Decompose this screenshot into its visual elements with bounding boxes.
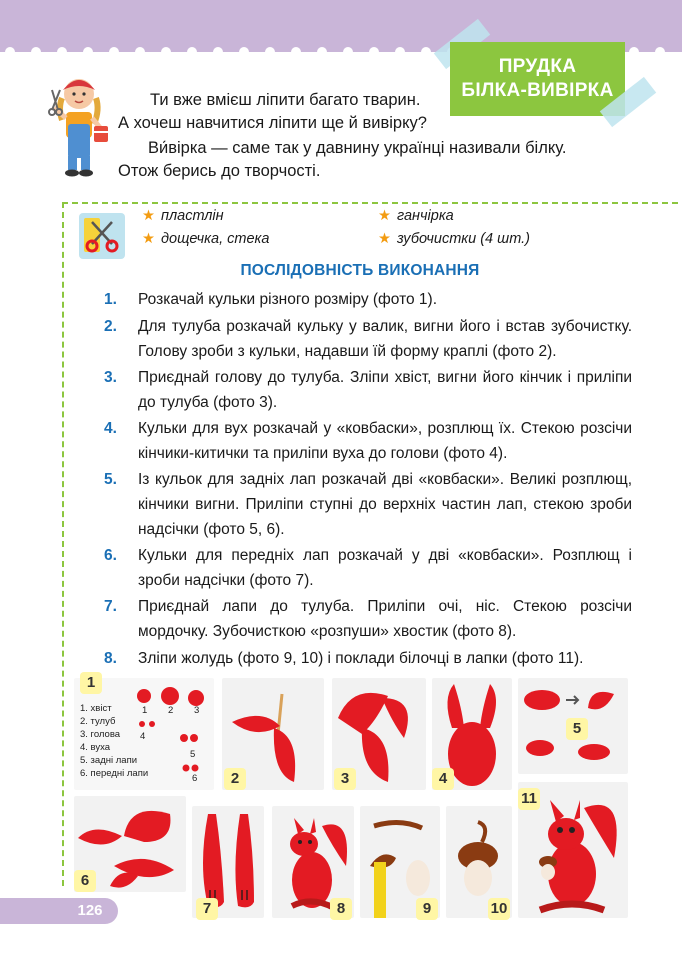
ball-number: 6: [192, 773, 198, 784]
star-icon: ★: [378, 208, 391, 224]
intro-line-2: А хочеш навчитися ліпити ще й вивірку?: [118, 114, 427, 132]
page-number-bar: [0, 898, 62, 924]
intro-line-4: Отож берись до творчості.: [118, 162, 321, 180]
step-item: 8. Зліпи жолудь (фото 9, 10) і поклади білочці в лапки (фото 11).: [104, 650, 584, 667]
page-number: 126: [62, 898, 118, 924]
step-item: 3. Приєднай голову до тулуба. Зліпи хвіст, вигни його кінчик і приліпи до тулуба (фото 3).: [104, 369, 632, 411]
photo-label-11: 11: [518, 788, 540, 810]
step-item: 6. Кульки для передніх лап розкачай у дві «ковбаски». Розплющ і зроби надсічки (фото 7).: [104, 547, 632, 589]
materials-icon: [78, 212, 126, 260]
step-item: 2. Для тулуба розкачай кульку у валик, вигни його і встав зубочистку. Голову зроби з кульки, надавши їй форму краплі (фото 2).: [104, 318, 632, 360]
title-line-1: ПРУДКА: [498, 56, 577, 77]
intro-line-1: Ти вже вмієш ліпити багато тварин.: [150, 91, 421, 109]
photo-label-6: 6: [74, 870, 96, 892]
star-icon: ★: [378, 231, 391, 247]
photo-label-10: 10: [488, 898, 510, 920]
ball-number: 2: [168, 705, 174, 716]
ball-number: 1: [142, 705, 148, 716]
photo-label-7: 7: [196, 898, 218, 920]
step-item: 5. Із кульок для задніх лап розкачай дві «ковбаски». Великі розплющ, кінчики вигни. Приліпи ступні до верхніх частин лап, стекою зроби надсічки (фото 5, 6).: [104, 471, 632, 538]
step-item: 7. Приєднай лапи до тулуба. Приліпи очі, ніс. Стекою розсічи мордочку. Зубочисткою «розпуши» хвостик (фото 8).: [104, 598, 632, 640]
ball-number: 5: [190, 749, 196, 760]
ball-number: 3: [194, 705, 200, 716]
photo-label-8: 8: [330, 898, 352, 920]
material-item: ★ дощечка, стека: [142, 231, 270, 247]
photo-label-9: 9: [416, 898, 438, 920]
photo-label-4: 4: [432, 768, 454, 790]
photo-1: [74, 678, 214, 790]
photo-label-5: 5: [566, 718, 588, 740]
material-item: ★ ганчірка: [378, 208, 454, 224]
ball-number: 4: [140, 731, 146, 742]
material-item: ★ пластлін: [142, 208, 224, 224]
step-item: 1. Розкачай кульки різного розміру (фото 1).: [104, 291, 438, 308]
photo-label-2: 2: [224, 768, 246, 790]
star-icon: ★: [142, 208, 155, 224]
photo-1-legend: 1. хвіст 2. тулуб 3. голова 4. вуха 5. задні лапи 6. передні лапи: [80, 703, 149, 779]
title-line-2: БІЛКА-ВИВІРКА: [461, 80, 614, 101]
step-item: 4. Кульки для вух розкачай у «ковбаски», розплющ їх. Стекою розсічи кінчики-китички та приліпи вуха до голови (фото 4).: [104, 420, 632, 462]
page-title: [450, 42, 625, 116]
sequence-heading: ПОСЛІДОВНІСТЬ ВИКОНАННЯ: [240, 262, 480, 279]
material-item: ★ зубочистки (4 шт.): [378, 231, 530, 247]
star-icon: ★: [142, 231, 155, 247]
intro-line-3: Ви́вірка — саме так у давнину українці називали білку.: [148, 139, 567, 157]
photo-label-3: 3: [334, 768, 356, 790]
girl-with-scissors-illustration: [48, 68, 110, 180]
photo-label-1: 1: [80, 672, 102, 694]
